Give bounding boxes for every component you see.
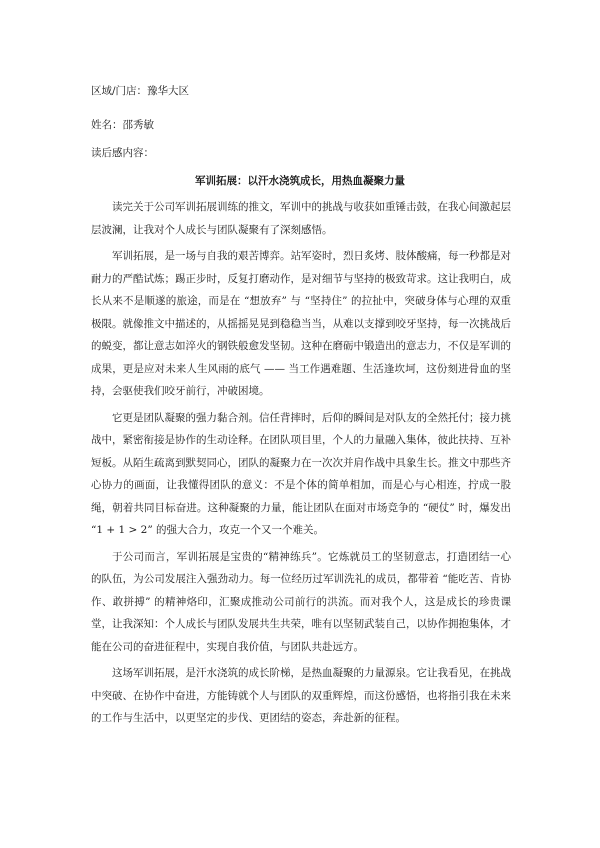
essay-paragraph: 军训拓展，是一场与自我的艰苦博弈。站军姿时，烈日炙烤、肢体酸痛，每一秒都是对耐力的严酷试炼；踢正步时，反复打磨动作，是对细节与坚持的极致苛求。这让我明白，成长从来不是顺遂的旅途，而是在 “想放弃” 与 “坚持住” 的拉扯中，突破身体与心理的双重极限。就像推文中描述的，从摇摇晃晃到稳稳当当，从难以支撑到咬牙坚持，每一次挑战后的蜕变，都让意志如淬火的钢铁般愈发坚韧。这种在磨砺中锻造出的意志力，不仅是军训的成果，更是应对未来人生风雨的底气 —— 当工作遇难题、生活逢坎坷，这份刻进骨血的坚持，会驱使我们咬牙前行，冲破困境。: [91, 250, 511, 397]
content-label: 读后感内容：: [91, 147, 154, 159]
name-field: [91, 118, 154, 132]
essay-paragraph: 这场军训拓展，是汗水浇筑的成长阶梯，是热血凝聚的力量源泉。它让我看见，在挑战中突破、在协作中奋进，方能铸就个人与团队的双重辉煌，而这份感悟，也将指引我在未来的工作与生活中，以更坚定的步伐、更团结的姿态，奔赴新的征程。: [91, 667, 511, 724]
region-label: 区域/门店：: [91, 85, 148, 97]
essay-body: [91, 196, 511, 734]
essay-paragraph: 它更是团队凝聚的强力黏合剂。信任背摔时，后仰的瞬间是对队友的全然托付；接力挑战中，紧密衔接是协作的生动诠释。在团队项目里，个人的力量融入集体，彼此扶持、互补短板。从陌生疏离到默契同心，团队的凝聚力在一次次并肩作战中具象生长。推文中那些齐心协力的画面，让我懂得团队的意义：不是个体的简单相加，而是心与心相连，拧成一股绳，朝着共同目标奋进。这种凝聚的力量，能让团队在面对市场竞争的 “硬仗” 时，爆发出 “1 + 1 > 2” 的强大合力，攻克一个又一个难关。: [91, 411, 511, 536]
essay-title: 军训拓展：以汗水浇筑成长，用热血凝聚力量: [195, 175, 405, 187]
essay-paragraph: 于公司而言，军训拓展是宝贵的“精神练兵”。它炼就员工的坚韧意志，打造团结一心的队伍，为公司发展注入强劲动力。每一位经历过军训洗礼的成员，都带着 “能吃苦、肯协作、敢拼搏” 的精神烙印，汇聚成推动公司前行的洪流。而对我个人，这是成长的珍贵课堂，让我深知：个人成长与团队发展共生共荣，唯有以坚韧武装自己，以协作拥抱集体，才能在公司的奋进征程中，实现自我价值，与团队共赴远方。: [91, 550, 511, 653]
region-value: 豫华大区: [147, 85, 190, 97]
name-value: 邵秀敏: [122, 119, 154, 131]
region-field: [91, 84, 189, 98]
name-label: 姓名：: [91, 119, 123, 131]
essay-paragraph: 读完关于公司军训拓展训练的推文，军训中的挑战与收获如重锤击鼓，在我心间激起层层波澜，让我对个人成长与团队凝聚有了深刻感悟。: [91, 201, 511, 236]
